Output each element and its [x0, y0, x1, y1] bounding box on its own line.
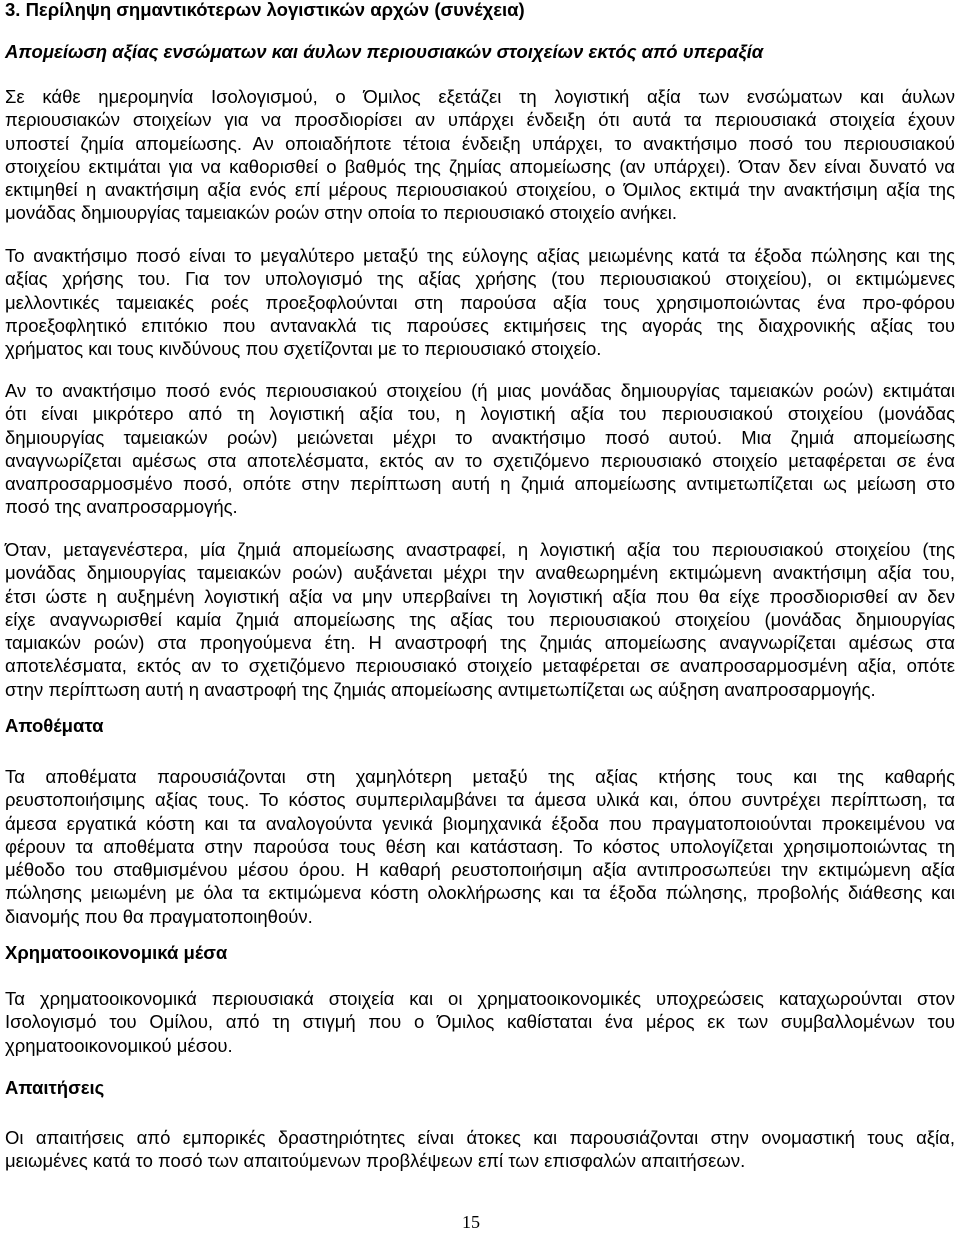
paragraph-line: μονάδας δημιουργίας ταμειακών ροών) αυξάνεται μέχρι την αναθεωρημένη εκτιμώμενη ανακτήσιμη αξία του,	[5, 562, 955, 584]
paragraph-line: χρηματοοικονομικού μέσου.	[5, 1034, 233, 1056]
paragraph-line: μειωμένες κατά το ποσό των απαιτούμενων προβλέψεων επί των επισφαλών απαιτήσεων.	[5, 1150, 746, 1172]
paragraph-line: χρήματος και τους κινδύνους που σχετίζονται με το περιουσιακό στοιχείο.	[5, 338, 602, 360]
impairment-paragraph-1	[5, 85, 955, 225]
receivables-paragraph	[5, 1126, 955, 1173]
paragraph-line: Σε κάθε ημερομηνία Ισολογισμού, ο Όμιλος εξετάζει τη λογιστική αξία των ενσώματων και άυλων	[5, 86, 955, 107]
paragraph-line: Τα αποθέματα παρουσιάζονται στη χαμηλότερη μεταξύ της αξίας κτήσης τους και της καθαρής	[5, 766, 955, 787]
paragraph-line: υποστεί ζημία απομείωσης. Αν οποιαδήποτε τέτοια ένδειξη υπάρχει, το ανακτήσιμο ποσό του περιουσιακού	[5, 132, 955, 154]
paragraph-line: φέρουν τα αποθέματα στην παρούσα τους θέση και κατάσταση. Το κόστος υπολογίζεται χρησιμοποιώντας τη	[5, 835, 955, 857]
paragraph-line: Αν το ανακτήσιμο ποσό ενός περιουσιακού στοιχείου (ή μιας μονάδας δημιουργίας ταμειακών ροών) εκτιμάται	[5, 380, 955, 401]
paragraph-line: Τα χρηματοοικονομικά περιουσιακά στοιχεία και οι χρηματοοικονομικές υποχρεώσεις καταχωρούνται στον	[5, 988, 955, 1009]
paragraph-line: στοιχείου εκτιμάται για να καθορισθεί ο βαθμός της ζημίας απομείωσης (αν υπάρχει). Όταν δεν είναι δυνατό να	[5, 155, 955, 177]
impairment-paragraph-2	[5, 244, 955, 360]
paragraph-line: ποσό της αναπροσαρμογής.	[5, 496, 238, 518]
paragraph-line: έτσι ώστε η αυξημένη λογιστική αξία να μην υπερβαίνει τη λογιστική αξία που θα είχε προσδιορισθεί αν δεν	[5, 585, 955, 607]
paragraph-line: είχε αναγνωρισθεί καμία ζημιά απομείωσης της αξίας του περιουσιακού στοιχείου (μονάδας δημιουργίας	[5, 608, 955, 630]
financial-instruments-paragraph	[5, 987, 955, 1057]
paragraph-line: πώλησης μειωμένη με όλα τα εκτιμώμενα κόστη ολοκλήρωσης και τα έξοδα πώλησης, προβολής διάθεσης και	[5, 882, 955, 904]
inventories-paragraph	[5, 765, 955, 928]
paragraph-line: αναγνωρίζεται αμέσως στα αποτελέσματα, εκτός αν το σχετιζόμενο περιουσιακό στοιχείο μεταφέρεται σε ένα	[5, 449, 955, 471]
paragraph-line: άμεσα εργατικά κόστη και τα αναλογούντα γενικά βιομηχανικά έξοδα που πραγματοποιούνται προκειμένου να	[5, 812, 955, 834]
paragraph-line: στην περίπτωση αυτή η αναστροφή της ζημιάς απομείωσης αντιμετωπίζεται ως αύξηση αναπροσαρμογής.	[5, 678, 876, 700]
financial-instruments-heading: Χρηματοοικονομικά μέσα	[5, 942, 228, 963]
paragraph-line: δημιουργίας ταμειακών ροών) μειώνεται μέχρι το ανακτήσιμο ποσό αυτού. Μια ζημιά απομείωσης	[5, 426, 955, 448]
paragraph-line: περιουσιακών στοιχείων για να προσδιορίσει αν υπάρχει ένδειξη ότι αυτά τα περιουσιακά στοιχεία έχουν	[5, 109, 955, 131]
paragraph-line: Όταν, μεταγενέστερα, μία ζημιά απομείωσης αναστραφεί, η λογιστική αξία του περιουσιακού στοιχείου (της	[5, 539, 955, 560]
impairment-paragraph-4	[5, 538, 955, 701]
paragraph-line: ταμιακών ροών) στα προηγούμενα έτη. Η αναστροφή της ζημιάς απομείωσης αναγνωρίζεται αμέσως στα	[5, 632, 955, 654]
paragraph-line: αναπροσαρμοσμένο ποσό, οπότε στην περίπτωση αυτή η ζημιά απομείωσης αντιμετωπίζεται ως μείωση στο	[5, 473, 955, 495]
paragraph-line: εκτιμηθεί η ανακτήσιμη αξία ενός επί μέρους περιουσιακού στοιχείου, ο Όμιλος εκτιμά την ανακτήσιμη αξία της	[5, 179, 955, 201]
paragraph-line: μονάδας δημιουργίας ταμειακών ροών στην οποία το περιουσιακό στοιχείο ανήκει.	[5, 202, 678, 224]
paragraph-line: μέθοδο του σταθμισμένου μέσου όρου. Η καθαρή ρευστοποιήσιμη αξία αντιπροσωπεύει την εκτιμώμενη αξία	[5, 859, 955, 881]
inventories-heading: Αποθέματα	[5, 715, 104, 736]
paragraph-line: ότι είναι μικρότερο από τη λογιστική αξία του, η λογιστική αξία του περιουσιακού στοιχείου (μονάδας	[5, 403, 955, 425]
paragraph-line: διανομής που θα πραγματοποιηθούν.	[5, 905, 313, 927]
paragraph-line: προεξοφλητικό επιτόκιο που αντανακλά τις παρούσες εκτιμήσεις της αγοράς της διαχρονικής αξίας του	[5, 314, 955, 336]
paragraph-line: Οι απαιτήσεις από εμπορικές δραστηριότητες είναι άτοκες και παρουσιάζονται στην ονομαστική τους αξία,	[5, 1127, 955, 1148]
receivables-heading: Απαιτήσεις	[5, 1077, 105, 1098]
paragraph-line: Ισολογισμό του Ομίλου, από τη στιγμή που ο Όμιλος καθίσταται ένα μέρος εκ των συμβαλλομένων του	[5, 1011, 955, 1033]
paragraph-line: αξίας χρήσης του. Για τον υπολογισμό της αξίας χρήσης (του περιουσιακού στοιχείου), οι εκτιμώμενες	[5, 268, 955, 290]
impairment-heading: Απομείωση αξίας ενσώματων και άυλων περιουσιακών στοιχείων εκτός από υπεραξία	[5, 41, 764, 62]
paragraph-line: ρευστοποιήσιμης αξίας τους. Το κόστος συμπεριλαμβάνει τα άμεσα υλικά και, όπου συντρέχει περίπτωση, τα	[5, 789, 955, 811]
section-title: 3. Περίληψη σημαντικότερων λογιστικών αρχών (συνέχεια)	[5, 0, 525, 20]
paragraph-line: αποτελέσματα, εκτός αν το σχετιζόμενο περιουσιακό στοιχείο μεταφέρεται σε αναπροσαρμοσμένη αξία, οπότε	[5, 655, 955, 677]
page-number: 15	[462, 1212, 480, 1232]
paragraph-line: μελλοντικές ταμειακές ροές προεξοφλούνται στη παρούσα αξία τους χρησιμοποιώντας ένα προ-φόρου	[5, 291, 955, 313]
paragraph-line: Το ανακτήσιμο ποσό είναι το μεγαλύτερο μεταξύ της εύλογης αξίας μειωμένης κατά τα έξοδα πώλησης και της	[5, 245, 955, 266]
impairment-paragraph-3	[5, 379, 955, 519]
